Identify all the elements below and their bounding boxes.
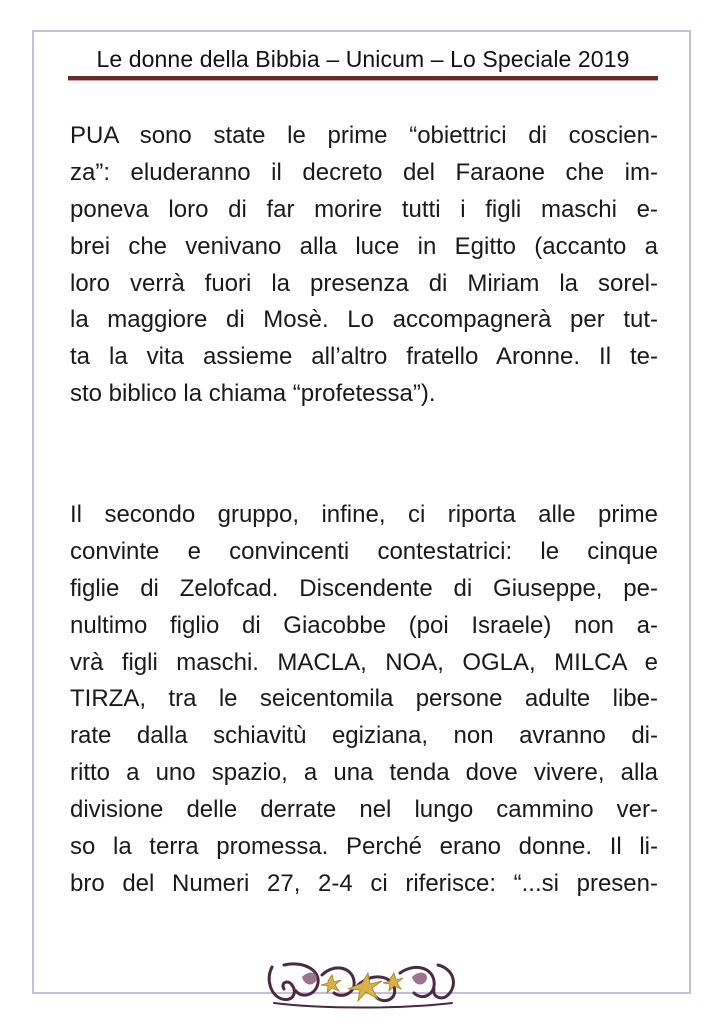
paragraph-1 — [70, 118, 658, 413]
text-line: rate dalla schiavitù egiziana, non avranno di- — [70, 722, 658, 750]
text-line: ta la vita assieme all’altro fratello Aronne. Il te- — [70, 343, 658, 371]
text-line: la maggiore di Mosè. Lo accompagnerà per tut- — [70, 306, 658, 334]
header-rule-shadow — [68, 80, 658, 81]
text-line: sto biblico la chiama “profetessa”). — [70, 380, 436, 408]
text-line: TIRZA, tra le seicentomila persone adulte libe- — [70, 685, 658, 713]
floral-ornament-icon — [262, 955, 462, 1011]
text-line: vrà figli maschi. MACLA, NOA, OGLA, MILCA e — [70, 648, 658, 676]
paragraph-2 — [70, 497, 658, 903]
text-line: bro del Numeri 27, 2-4 ci riferisce: “...si presen- — [70, 869, 658, 897]
text-line: loro verrà fuori la presenza di Miriam la sorel- — [70, 269, 658, 297]
text-line: PUA sono state le prime “obiettrici di coscien- — [70, 122, 658, 149]
page-header-title: Le donne della Bibbia – Unicum – Lo Speciale 2019 — [96, 46, 630, 72]
text-line: nultimo figlio di Giacobbe (poi Israele) non a- — [70, 611, 658, 639]
text-line: Il secondo gruppo, infine, ci riporta alle prime — [70, 501, 658, 528]
text-line: za”: eluderanno il decreto del Faraone che im- — [70, 158, 658, 186]
text-line: divisione delle derrate nel lungo cammino ver- — [70, 796, 658, 824]
text-line: poneva loro di far morire tutti i figli maschi e- — [70, 195, 658, 223]
text-line: convinte e convincenti contestatrici: le cinque — [70, 537, 658, 565]
text-line: figlie di Zelofcad. Discendente di Giuseppe, pe- — [70, 574, 658, 602]
text-line: so la terra promessa. Perché erano donne. Il li- — [70, 833, 658, 861]
text-line: brei che venivano alla luce in Egitto (accanto a — [70, 232, 658, 260]
text-line: ritto a uno spazio, a una tenda dove vivere, alla — [70, 759, 658, 787]
